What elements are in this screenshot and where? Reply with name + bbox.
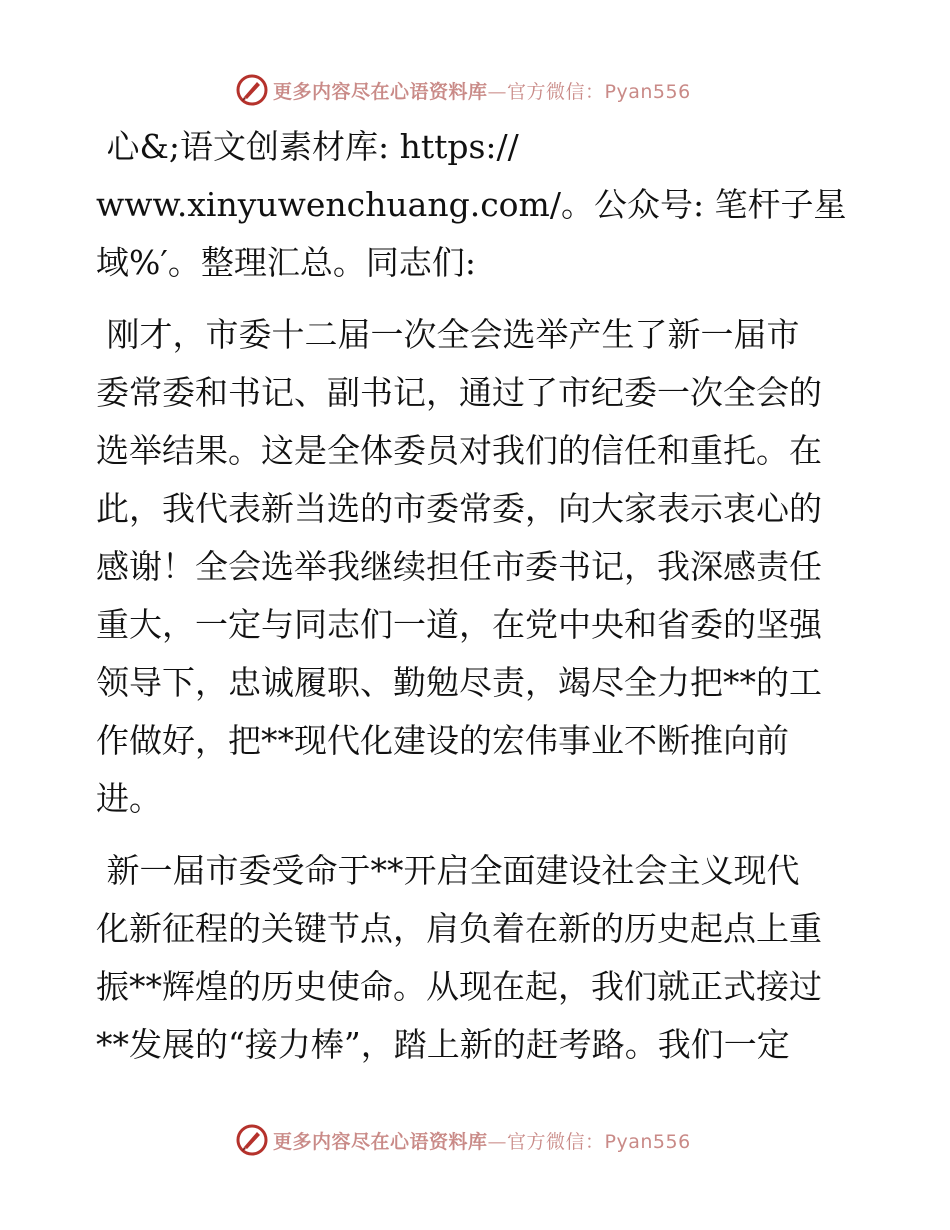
- text-line: 振**辉煌的历史使命。从现在起，我们就正式接过: [96, 967, 822, 1006]
- banner-brand: 更多内容尽在心语资料库: [273, 80, 488, 103]
- banner-brand: 更多内容尽在心语资料库: [273, 1130, 488, 1153]
- banner-wechat-label: 官方微信：: [507, 1130, 605, 1153]
- paragraph: [96, 306, 856, 828]
- text-line: 进。: [96, 779, 162, 818]
- text-line: 重大，一定与同志们一道，在党中央和省委的坚强: [96, 605, 822, 644]
- banner-wechat-id: Pyan556: [604, 1130, 691, 1153]
- banner-separator: —: [487, 1130, 508, 1153]
- text-line: 新一届市委受命于**开启全面建设社会主义现代: [96, 851, 800, 890]
- text-line: 此，我代表新当选的市委常委，向大家表示衷心的: [96, 489, 822, 528]
- text-line: 作做好，把**现代化建设的宏伟事业不断推向前: [96, 721, 789, 760]
- banner-wechat-label: 官方微信：: [507, 80, 605, 103]
- text-line: **发展的“接力棒”，踏上新的赶考路。我们一定: [96, 1025, 790, 1064]
- text-line: 感谢！全会选举我继续担任市委书记，我深感责任: [96, 547, 822, 586]
- quill-pen-icon: [235, 73, 269, 107]
- text-line: 刚才，市委十二届一次全会选举产生了新一届市: [96, 315, 800, 354]
- text-line: 域%′。整理汇总。同志们:: [96, 243, 476, 282]
- quill-pen-icon: [235, 1123, 269, 1157]
- paragraph: [96, 118, 856, 292]
- text-line: 心&;语文创素材库: https://: [96, 127, 519, 166]
- banner-text: [273, 77, 691, 104]
- document-body: [96, 118, 856, 1074]
- text-line: 化新征程的关键节点，肩负着在新的历史起点上重: [96, 909, 822, 948]
- banner-wechat-id: Pyan556: [604, 80, 691, 103]
- banner-text: [273, 1127, 691, 1154]
- text-line: 领导下，忠诚履职、勤勉尽责，竭尽全力把**的工: [96, 663, 822, 702]
- footer-banner: [235, 1122, 691, 1158]
- paragraph: [96, 842, 856, 1074]
- text-line: www.xinyuwenchuang.com/。公众号: 笔杆子星: [96, 185, 847, 224]
- banner-separator: —: [487, 80, 508, 103]
- text-line: 委常委和书记、副书记，通过了市纪委一次全会的: [96, 373, 822, 412]
- header-banner: [235, 72, 691, 108]
- text-line: 选举结果。这是全体委员对我们的信任和重托。在: [96, 431, 822, 470]
